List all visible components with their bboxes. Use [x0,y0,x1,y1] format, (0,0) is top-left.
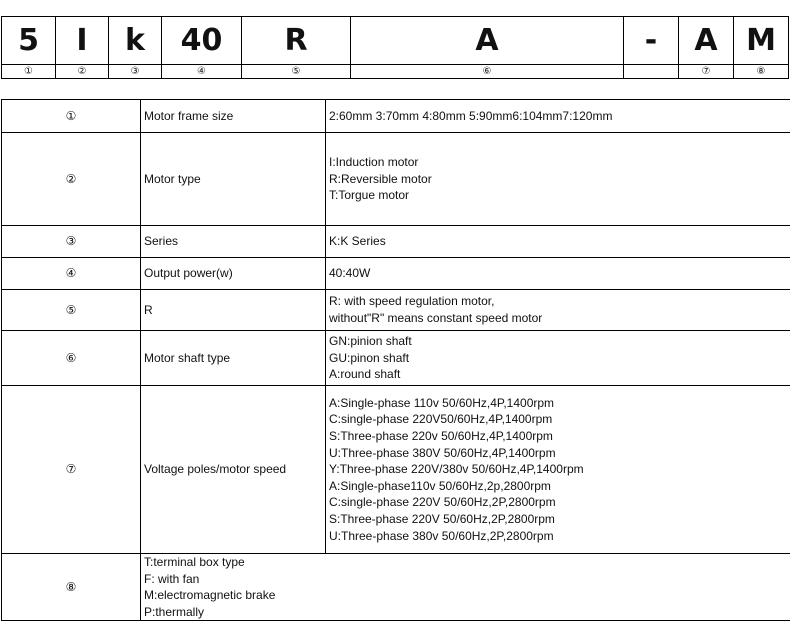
value-line: without"R" means constant speed motor [329,311,543,325]
value-line: 2:60mm 3:70mm 4:80mm 5:90mm6:104mm7:120mm [329,108,613,123]
row-label: Motor type [141,133,326,226]
spec-row-frame-size [2,100,790,133]
code-motor-type: I [56,17,109,65]
code-index: ① [2,65,56,79]
value-line: K:K Series [329,234,386,249]
row-number: ① [2,100,141,133]
value-line: M:electromagnetic brake [144,588,276,603]
row-number: ⑤ [2,290,141,331]
code-index: ⑦ [679,65,734,79]
code-shaft-type: A [351,17,624,65]
value-line: A:Single-phase 110v 50/60Hz,4P,1400rpm [329,395,555,410]
value-line: U:Three-phase 380V 50/60Hz,4P,1400rpm [329,445,556,460]
row-number: ② [2,133,141,226]
value-line: A:Single-phase110v 50/60Hz,2p,2800rpm [329,478,551,493]
row-values [326,258,790,290]
model-code-index-row [2,65,789,79]
row-values [326,100,790,133]
spec-row-motor-type [2,133,790,226]
code-index: ⑥ [351,65,624,79]
code-index: ⑧ [734,65,789,79]
model-code-row [2,17,789,65]
code-index: ⑤ [242,65,351,79]
model-code-table [1,16,789,79]
value-line: C:single-phase 220V50/60Hz,4P,1400rpm [329,412,553,427]
row-values [326,290,790,331]
spec-row-series [2,226,790,258]
value-line: I:Induction motor [329,155,419,170]
accessory-values [141,554,790,621]
spec-row-accessory [2,554,790,621]
spec-row-shaft-type [2,331,790,386]
code-speed-regulation: R [242,17,351,65]
code-accessory: M [734,17,789,65]
value-line: GU:pinon shaft [329,350,410,365]
value-line: T:terminal box type [144,555,245,569]
value-line: S:Three-phase 220V 50/60Hz,2P,2800rpm [329,511,555,526]
row-label: Series [141,226,326,258]
value-line: Y:Three-phase 220V/380v 50/60Hz,4P,1400rpm [329,462,584,477]
row-label: Motor frame size [141,100,326,133]
code-output-power: 40 [162,17,242,65]
row-number: ⑧ [2,554,141,621]
code-index: ④ [162,65,242,79]
code-index [624,65,679,79]
code-frame-size: 5 [2,17,56,65]
code-voltage: A [679,17,734,65]
row-values [326,226,790,258]
spec-row-speed-regulation [2,290,790,331]
row-number: ⑦ [2,386,141,554]
row-values [326,133,790,226]
row-number: ③ [2,226,141,258]
row-label: R [141,290,326,331]
row-label: Voltage poles/motor speed [141,386,326,554]
value-line: R: with speed regulation motor, [329,294,495,309]
spec-table [1,99,790,621]
code-index: ② [56,65,109,79]
code-index: ③ [109,65,162,79]
value-line: C:single-phase 220V 50/60Hz,2P,2800rpm [329,495,556,510]
row-number: ④ [2,258,141,290]
row-number: ⑥ [2,331,141,386]
value-line: P:thermally [144,604,205,619]
row-label: Output power(w) [141,258,326,290]
code-dash: - [624,17,679,65]
value-line: T:Torgue motor [329,188,410,203]
value-line: A:round shaft [329,367,401,382]
value-line: U:Three-phase 380v 50/60Hz,2P,2800rpm [329,528,554,543]
spec-row-voltage [2,386,790,554]
value-line: 40:40W [329,266,371,281]
spec-row-output-power [2,258,790,290]
value-line: R:Reversible motor [329,171,432,186]
row-values [326,386,790,554]
value-line: S:Three-phase 220v 50/60Hz,4P,1400rpm [329,429,553,444]
code-series: k [109,17,162,65]
value-line: F: with fan [144,571,200,586]
value-line: GN:pinion shaft [329,334,412,349]
row-values [326,331,790,386]
row-label: Motor shaft type [141,331,326,386]
